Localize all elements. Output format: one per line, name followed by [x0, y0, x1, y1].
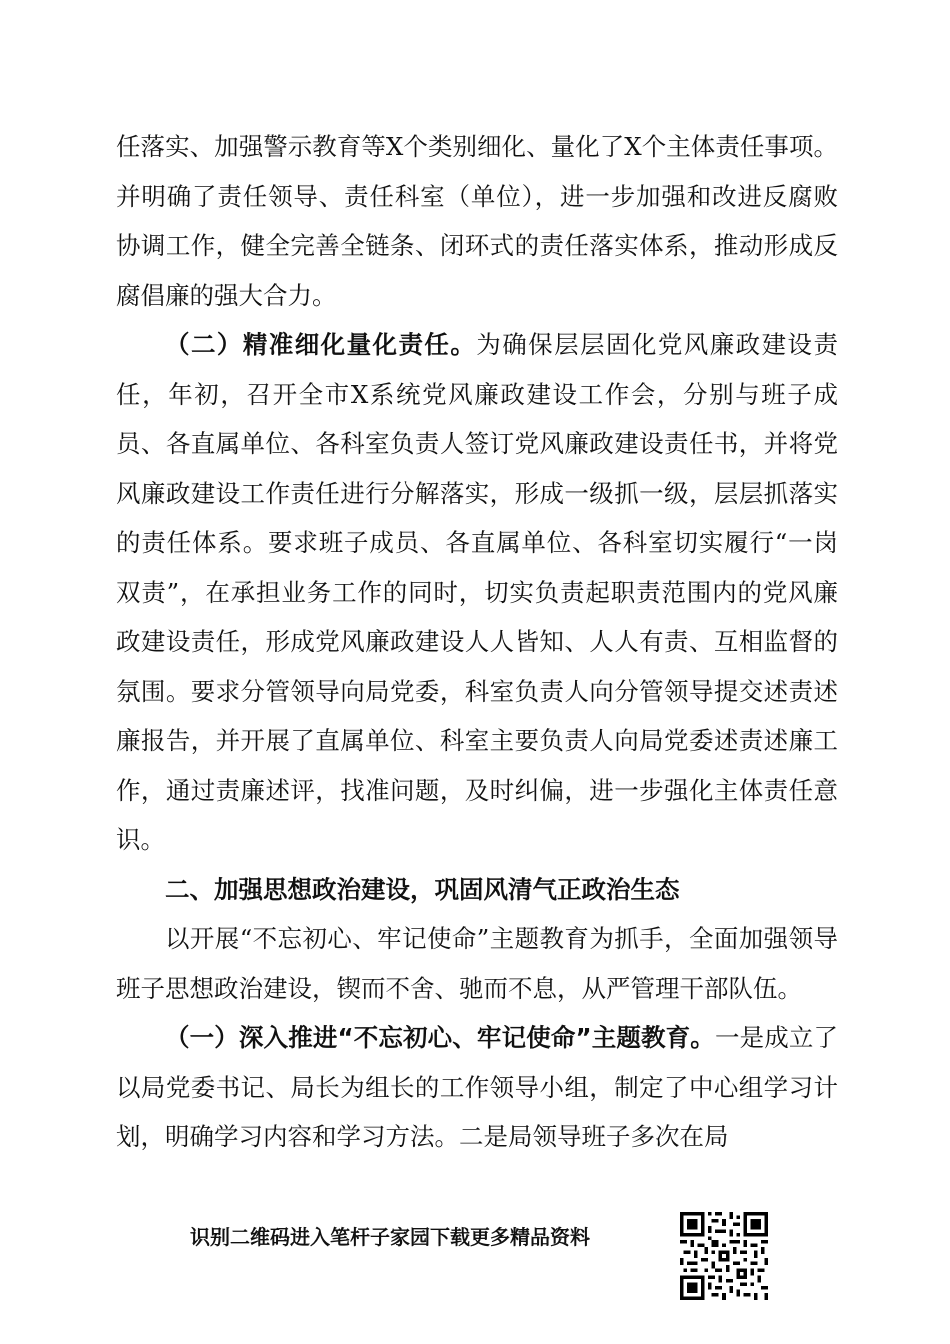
qr-code-icon[interactable] — [680, 1212, 768, 1300]
paragraph-subsection-1 — [116, 1013, 838, 1162]
footer-promo-text: 识别二维码进入笔杆子家园下载更多精品资料 — [190, 1225, 590, 1249]
document-body — [116, 122, 838, 1162]
paragraph-intro: 以开展“不忘初心、牢记使命”主题教育为抓手，全面加强领导班子思想政治建设，锲而不舍、驰而不息，从严管理干部队伍。 — [116, 924, 838, 1003]
section-heading: 二、加强思想政治建设，巩固风清气正政治生态 — [165, 874, 680, 904]
subsection-text: 为确保层层固化党风廉政建设责任，年初，召开全市X系统党风廉政建设工作会，分别与班子成员、各直属单位、各科室负责人签订党风廉政建设责任书，并将党风廉政建设工作责任进行分解落实，形成一级抓一级，层层抓落实的责任体系。要求班子成员、各直属单位、各科室切实履行“一岗双责”，在承担业务工作的同时，切实负责起职责范围内的党风廉政建设责任，形成党风廉政建设人人皆知、人人有责、互相监督的氛围。要求分管领导向局党委，科室负责人向分管领导提交述责述廉报告，并开展了直属单位、科室主要负责人向局党委述责述廉工作，通过责廉述评，找准问题，及时纠偏，进一步强化主体责任意识。 — [116, 330, 838, 854]
subsection-lead: （一）深入推进“不忘初心、牢记使命”主题教育。 — [165, 1023, 715, 1052]
paragraph-subsection-2 — [116, 320, 838, 865]
paragraph-continuation: 任落实、加强警示教育等X个类别细化、量化了X个主体责任事项。并明确了责任领导、责任科室（单位），进一步加强和改进反腐败协调工作，健全完善全链条、闭环式的责任落实体系，推动形成反腐倡廉的强大合力。 — [116, 132, 838, 310]
subsection-text: 一是成立了以局党委书记、局长为组长的工作领导小组，制定了中心组学习计划，明确学习内容和学习方法。二是局领导班子多次在局 — [116, 1023, 838, 1151]
subsection-lead: （二）精准细化量化责任。 — [165, 330, 477, 359]
